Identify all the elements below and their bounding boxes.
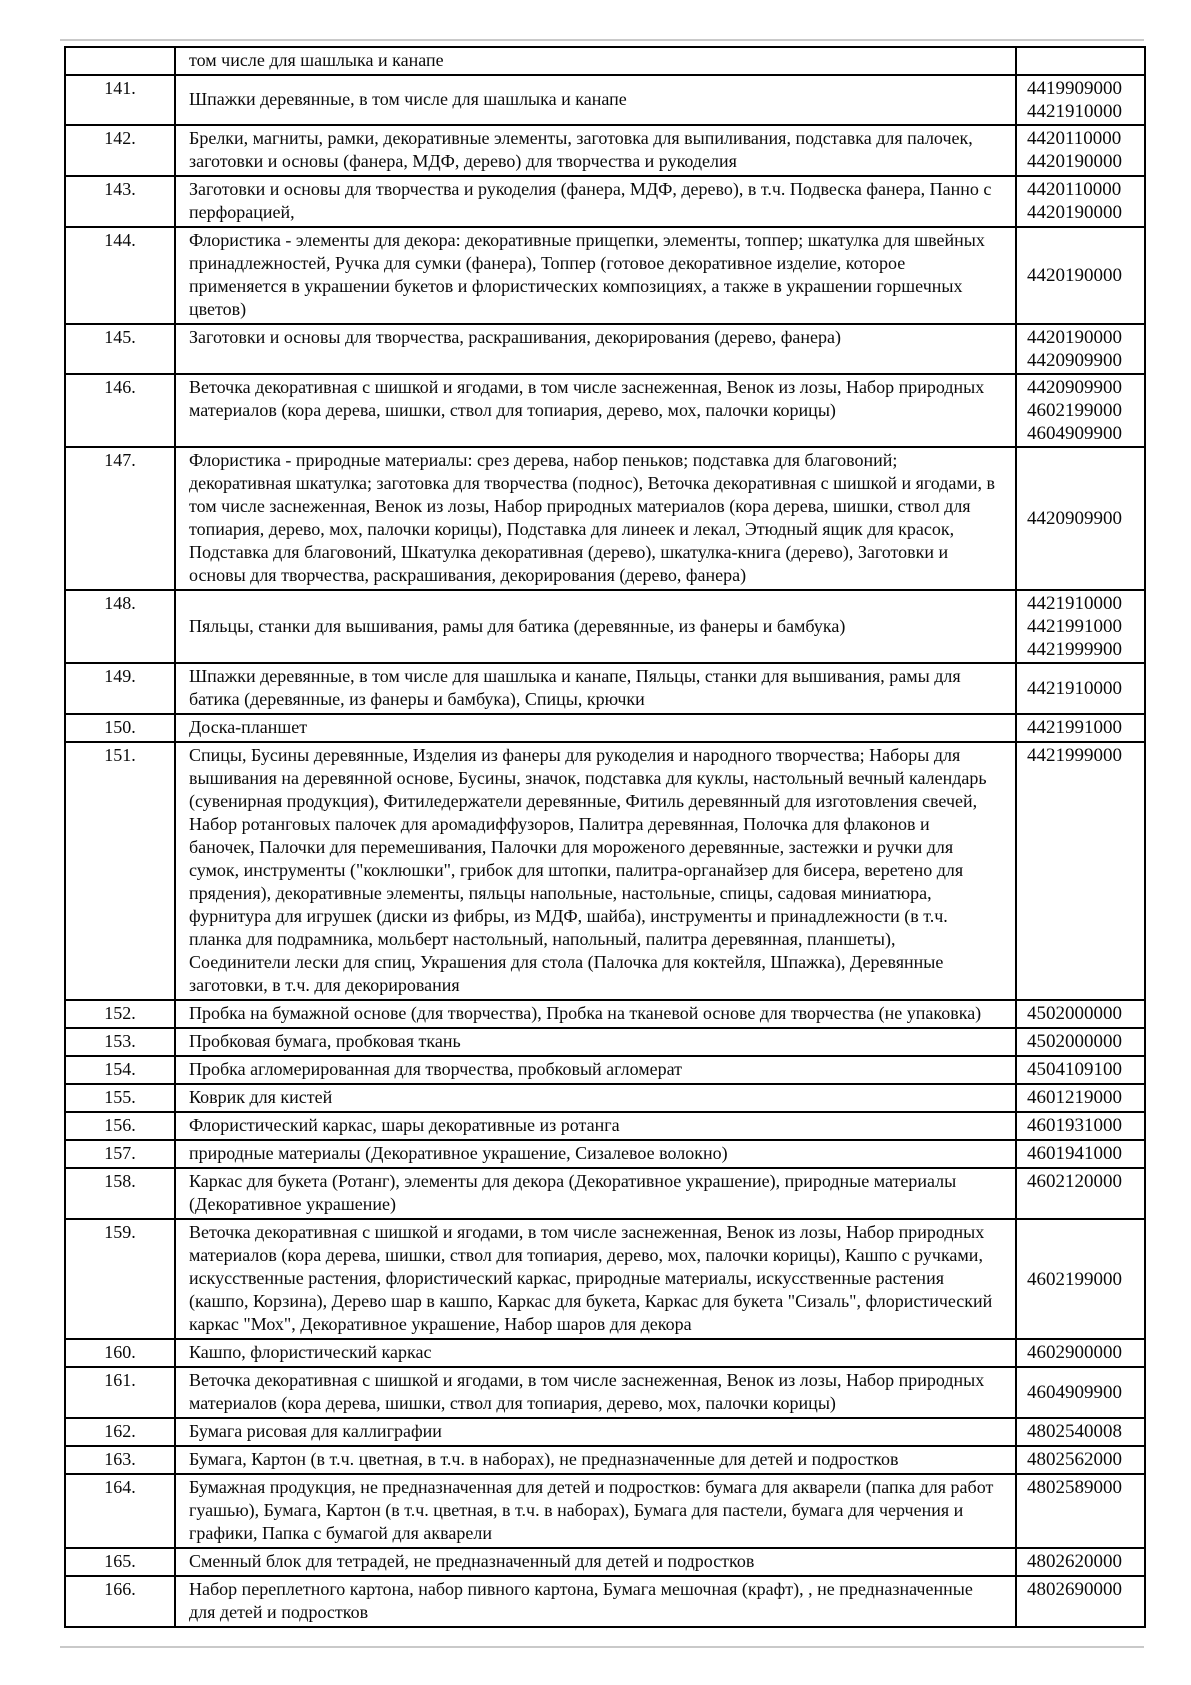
- row-codes-cell: [1016, 590, 1145, 663]
- table-row: [65, 1339, 1145, 1367]
- row-description: Сменный блок для тетрадей, не предназначенный для детей и подростков: [175, 1548, 1016, 1576]
- row-codes-cell: [1016, 714, 1145, 742]
- row-number: 145.: [65, 324, 175, 374]
- table-row: [65, 47, 1145, 75]
- table-row: [65, 1367, 1145, 1418]
- hs-code: 4601941000: [1027, 1143, 1122, 1164]
- hs-code: 4604909900: [1027, 423, 1122, 444]
- hs-code: 4802690000: [1027, 1579, 1122, 1600]
- row-codes-cell: [1016, 1056, 1145, 1084]
- hs-code: 4602199000: [1027, 1268, 1122, 1290]
- row-number: 147.: [65, 447, 175, 590]
- table-row: [65, 324, 1145, 374]
- table-row: [65, 1112, 1145, 1140]
- row-number: 143.: [65, 176, 175, 227]
- table-row: [65, 1219, 1145, 1339]
- scan-artifact-line-top: [60, 39, 1144, 41]
- table-row: [65, 1446, 1145, 1474]
- row-codes-cell: [1016, 1028, 1145, 1056]
- row-codes-cell: [1016, 1000, 1145, 1028]
- row-codes-cell: [1016, 1168, 1145, 1219]
- row-number: 146.: [65, 374, 175, 447]
- row-number: 155.: [65, 1084, 175, 1112]
- table-row: [65, 1576, 1145, 1627]
- hs-code: 4421991000: [1027, 616, 1122, 637]
- table-row: [65, 1140, 1145, 1168]
- row-number: 142.: [65, 125, 175, 176]
- hs-code: 4420110000: [1027, 128, 1122, 149]
- row-number: 159.: [65, 1219, 175, 1339]
- row-description: Пяльцы, станки для вышивания, рамы для батика (деревянные, из фанеры и бамбука): [175, 590, 1016, 663]
- row-codes-cell: [1016, 1418, 1145, 1446]
- hs-code: 4421910000: [1027, 593, 1122, 614]
- product-code-table-body: [65, 47, 1145, 1627]
- product-code-table: [64, 46, 1146, 1628]
- hs-code: 4420190000: [1027, 151, 1122, 172]
- row-description: природные материалы (Декоративное украшение, Сизалевое волокно): [175, 1140, 1016, 1168]
- row-codes-cell: [1016, 47, 1145, 75]
- hs-code: 4502000000: [1027, 1031, 1122, 1052]
- hs-code: 4802540008: [1027, 1421, 1122, 1442]
- row-number: 162.: [65, 1418, 175, 1446]
- table-row: [65, 714, 1145, 742]
- row-description: Веточка декоративная с шишкой и ягодами, в том числе заснеженная, Венок из лозы, Набор природных материалов (кора дерева, шишки, ствол для топиария, дерево, мох, палочки корицы): [175, 1367, 1016, 1418]
- hs-code: 4420190000: [1027, 265, 1122, 286]
- hs-code: 4602900000: [1027, 1342, 1122, 1363]
- row-codes-cell: [1016, 1446, 1145, 1474]
- row-description: Флористический каркас, шары декоративные из ротанга: [175, 1112, 1016, 1140]
- hs-code: 4802620000: [1027, 1551, 1122, 1572]
- row-description: Бумага, Картон (в т.ч. цветная, в т.ч. в наборах), не предназначенные для детей и подростков: [175, 1446, 1016, 1474]
- row-number: 160.: [65, 1339, 175, 1367]
- hs-code: 4421999900: [1027, 639, 1122, 660]
- table-row: [65, 663, 1145, 714]
- row-number: 157.: [65, 1140, 175, 1168]
- hs-code: 4420909900: [1027, 508, 1122, 529]
- row-description: Брелки, магниты, рамки, декоративные элементы, заготовка для выпиливания, подставка для палочек, заготовки и основы (фанера, МДФ, дерево) для творчества и рукоделия: [175, 125, 1016, 176]
- row-description: Веточка декоративная с шишкой и ягодами, в том числе заснеженная, Венок из лозы, Набор природных материалов (кора дерева, шишки, ствол для топиария, дерево, мох, палочки корицы): [175, 374, 1016, 447]
- row-codes-cell: [1016, 1219, 1145, 1339]
- row-description: Веточка декоративная с шишкой и ягодами, в том числе заснеженная, Венок из лозы, Набор природных материалов (кора дерева, шишки, ствол для топиария, дерево, мох, палочки корицы), Кашпо с ручками, искусственные растения, флористический каркас, природные материалы, искусственные растения (кашпо, Корзина), Дерево шар в кашпо, Каркас для букета, Каркас для букета "Сизаль", флористический каркас "Мох", Декоративное украшение, Набор шаров для декора: [175, 1219, 1016, 1339]
- row-number: 166.: [65, 1576, 175, 1627]
- row-codes-cell: [1016, 227, 1145, 324]
- row-number: 141.: [65, 75, 175, 125]
- row-number: 163.: [65, 1446, 175, 1474]
- row-description: Доска-планшет: [175, 714, 1016, 742]
- table-row: [65, 1168, 1145, 1219]
- table-row: [65, 1548, 1145, 1576]
- table-row: [65, 1474, 1145, 1548]
- row-number: 165.: [65, 1548, 175, 1576]
- row-codes-cell: [1016, 125, 1145, 176]
- row-codes-cell: [1016, 1084, 1145, 1112]
- row-number: 164.: [65, 1474, 175, 1548]
- row-number: 144.: [65, 227, 175, 324]
- row-codes-cell: [1016, 176, 1145, 227]
- hs-code: 4421910000: [1027, 678, 1122, 699]
- row-number: 161.: [65, 1367, 175, 1418]
- row-codes-cell: [1016, 1474, 1145, 1548]
- hs-code: 4421999000: [1027, 745, 1122, 766]
- row-description: Заготовки и основы для творчества и рукоделия (фанера, МДФ, дерево), в т.ч. Подвеска фанера, Панно с перфорацией,: [175, 176, 1016, 227]
- hs-code: 4502000000: [1027, 1003, 1122, 1024]
- table-row: [65, 75, 1145, 125]
- row-description: том числе для шашлыка и канапе: [175, 47, 1016, 75]
- hs-code: 4420909900: [1027, 350, 1122, 371]
- table-row: [65, 1000, 1145, 1028]
- row-number: 153.: [65, 1028, 175, 1056]
- row-description: Коврик для кистей: [175, 1084, 1016, 1112]
- row-codes-cell: [1016, 1576, 1145, 1627]
- row-codes-cell: [1016, 1339, 1145, 1367]
- hs-code: 4802562000: [1027, 1449, 1122, 1470]
- row-description: Пробка агломерированная для творчества, пробковый агломерат: [175, 1056, 1016, 1084]
- row-codes-cell: [1016, 447, 1145, 590]
- row-description: Шпажки деревянные, в том числе для шашлыка и канапе, Пяльцы, станки для вышивания, рамы для батика (деревянные, из фанеры и бамбука), Спицы, крючки: [175, 663, 1016, 714]
- hs-code: 4602199000: [1027, 400, 1122, 421]
- row-number: 152.: [65, 1000, 175, 1028]
- hs-code: 4601219000: [1027, 1087, 1122, 1108]
- table-row: [65, 374, 1145, 447]
- row-number: 154.: [65, 1056, 175, 1084]
- row-description: Каркас для букета (Ротанг), элементы для декора (Декоративное украшение), природные материалы (Декоративное украшение): [175, 1168, 1016, 1219]
- row-description: Флористика - элементы для декора: декоративные прищепки, элементы, топпер; шкатулка для швейных принадлежностей, Ручка для сумки (фанера), Топпер (готовое декоративное изделие, которое применяется в украшении букетов и флористических композициях, а также в украшении горшечных цветов): [175, 227, 1016, 324]
- row-description: Бумажная продукция, не предназначенная для детей и подростков: бумага для акварели (папка для работ гуашью), Бумага, Картон (в т.ч. цветная, в т.ч. в наборах), Бумага для пастели, бумага для черчения и графики, Папка с бумагой для акварели: [175, 1474, 1016, 1548]
- hs-code: 4604909900: [1027, 1382, 1122, 1403]
- table-row: [65, 227, 1145, 324]
- row-codes-cell: [1016, 1548, 1145, 1576]
- table-row: [65, 590, 1145, 663]
- row-codes-cell: [1016, 742, 1145, 1000]
- hs-code: 4420110000: [1027, 179, 1122, 200]
- row-codes-cell: [1016, 1367, 1145, 1418]
- row-description: Шпажки деревянные, в том числе для шашлыка и канапе: [175, 75, 1016, 125]
- hs-code: 4602120000: [1027, 1171, 1122, 1192]
- row-codes-cell: [1016, 75, 1145, 125]
- table-row: [65, 125, 1145, 176]
- hs-code: 4420909900: [1027, 377, 1122, 398]
- row-codes-cell: [1016, 663, 1145, 714]
- table-row: [65, 1028, 1145, 1056]
- hs-code: 4601931000: [1027, 1115, 1122, 1136]
- row-codes-cell: [1016, 374, 1145, 447]
- hs-code: 4802589000: [1027, 1477, 1122, 1498]
- row-codes-cell: [1016, 1112, 1145, 1140]
- row-number: [65, 47, 175, 75]
- row-number: 150.: [65, 714, 175, 742]
- table-row: [65, 1084, 1145, 1112]
- hs-code: 4419909000: [1027, 78, 1122, 99]
- row-description: Набор переплетного картона, набор пивного картона, Бумага мешочная (крафт), , не предназначенные для детей и подростков: [175, 1576, 1016, 1627]
- row-description: Пробковая бумага, пробковая ткань: [175, 1028, 1016, 1056]
- scan-artifact-line-bottom: [60, 1646, 1144, 1648]
- table-row: [65, 176, 1145, 227]
- hs-code: 4504109100: [1027, 1059, 1122, 1080]
- row-number: 151.: [65, 742, 175, 1000]
- table-row: [65, 1418, 1145, 1446]
- row-codes-cell: [1016, 1140, 1145, 1168]
- hs-code: 4420190000: [1027, 327, 1122, 348]
- table-row: [65, 447, 1145, 590]
- row-description: Бумага рисовая для каллиграфии: [175, 1418, 1016, 1446]
- row-description: Заготовки и основы для творчества, раскрашивания, декорирования (дерево, фанера): [175, 324, 1016, 374]
- row-number: 148.: [65, 590, 175, 663]
- row-description: Спицы, Бусины деревянные, Изделия из фанеры для рукоделия и народного творчества; Наборы для вышивания на деревянной основе, Бусины, значок, подставка для куклы, настольный вечный календарь (сувенирная продукция), Фитиледержатели деревянные, Фитиль деревянный для изготовления свечей, Набор ротанговых палочек для аромадиффузоров, Палитра деревянная, Полочка для флаконов и баночек, Палочки для перемешивания, Палочки для мороженого деревянные, застежки и ручки для сумок, инструменты ("коклюшки", грибок для штопки, палитра-органайзер для бисера, веретено для прядения), декоративные элементы, пяльцы напольные, настольные, спицы, садовая миниатюра, фурнитура для игрушек (диски из фибры, из МДФ, шайба), инструменты и принадлежности (в т.ч. планка для подрамника, мольберт настольный, напольный, палитра деревянная, планшеты), Соединители лески для спиц, Украшения для стола (Палочка для коктейля, Шпажка), Деревянные заготовки, в т.ч. для декорирования: [175, 742, 1016, 1000]
- table-row: [65, 1056, 1145, 1084]
- hs-code: 4421910000: [1027, 101, 1122, 122]
- row-description: Пробка на бумажной основе (для творчества), Пробка на тканевой основе для творчества (не упаковка): [175, 1000, 1016, 1028]
- row-description: Флористика - природные материалы: срез дерева, набор пеньков; подставка для благовоний; декоративная шкатулка; заготовка для творчества (поднос), Веточка декоративная с шишкой и ягодами, в том числе заснеженная, Венок из лозы, Набор природных материалов (кора дерева, шишки, ствол для топиария, дерево, мох, палочки корицы), Подставка для линеек и лекал, Этюдный ящик для красок, Подставка для благовоний, Шкатулка декоративная (дерево), шкатулка-книга (дерево), Заготовки и основы для творчества, раскрашивания, декорирования (дерево, фанера): [175, 447, 1016, 590]
- row-number: 158.: [65, 1168, 175, 1219]
- table-row: [65, 742, 1145, 1000]
- row-description: Кашпо, флористический каркас: [175, 1339, 1016, 1367]
- hs-code: 4421991000: [1027, 717, 1122, 738]
- row-codes-cell: [1016, 324, 1145, 374]
- row-number: 149.: [65, 663, 175, 714]
- hs-code: 4420190000: [1027, 202, 1122, 223]
- row-number: 156.: [65, 1112, 175, 1140]
